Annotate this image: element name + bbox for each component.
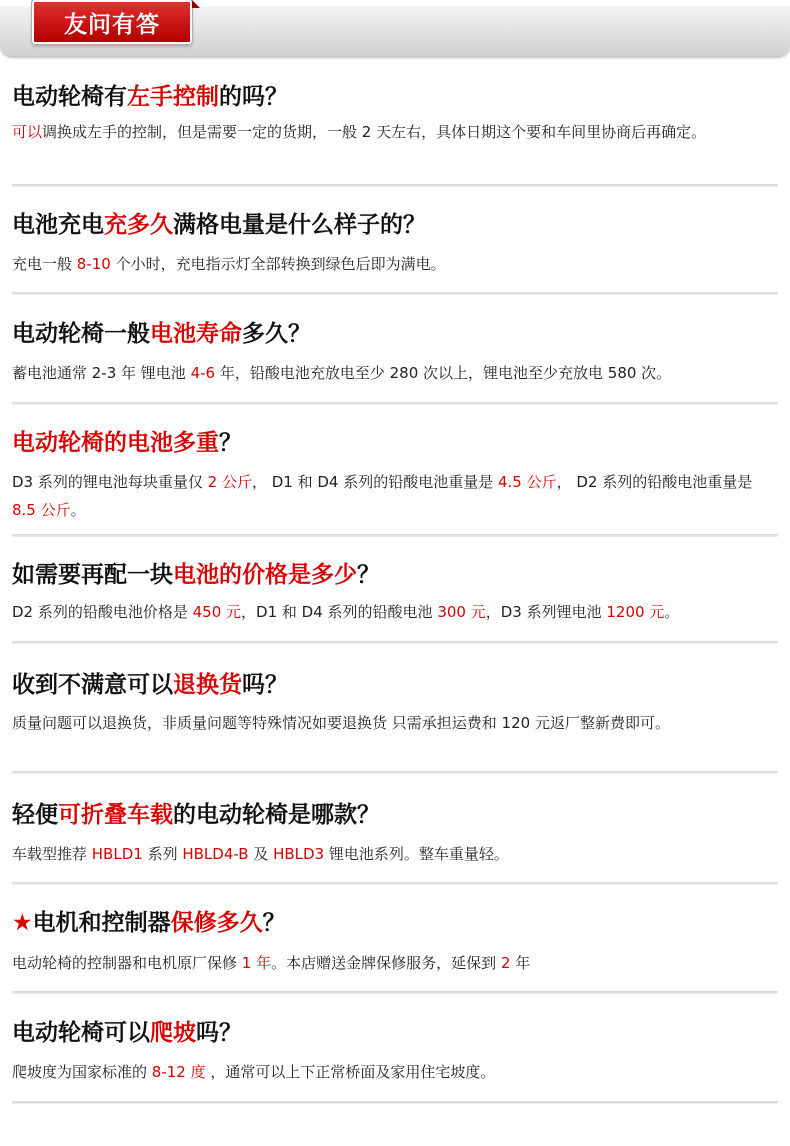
answer-text: ，D3 系列锂电池: [485, 603, 607, 621]
faq-question: [12, 908, 286, 938]
question-text: 电动轮椅有: [12, 84, 127, 110]
answer-highlight: 2 公斤: [207, 473, 252, 491]
question-text: 电动轮椅可以: [12, 1020, 150, 1046]
answer-highlight: 4-6: [190, 364, 216, 382]
answer-text: 电动轮椅的控制器和电机原厂保修: [12, 954, 242, 972]
answer-highlight: 1 年: [241, 954, 272, 972]
faq-divider: [12, 641, 778, 644]
answer-text: 年，铅酸电池充放电至少 280 次以上，锂电池至少充放电 580 次。: [215, 364, 672, 382]
answer-text: 系列: [142, 845, 183, 863]
question-text: ？: [262, 910, 286, 936]
faq-question: [12, 670, 288, 700]
faq-divider: [12, 1101, 778, 1104]
answer-highlight: HBLD4-B: [182, 845, 249, 863]
answer-highlight: HBLD3: [273, 845, 325, 863]
answer-text: D3 系列的锂电池每块重量仅: [12, 473, 208, 491]
answer-text: 爬坡度为国家标准的: [12, 1063, 152, 1081]
faq-question: [12, 210, 426, 240]
answer-highlight: 8-10: [76, 255, 111, 273]
faq-answer: [12, 118, 780, 146]
star-icon: ★: [12, 910, 33, 936]
faq-divider: [12, 184, 778, 187]
answer-text: 年: [510, 954, 531, 972]
question-highlight: 电池寿命: [150, 321, 242, 347]
faq-answer: [12, 1058, 780, 1086]
answer-highlight: 1200 元: [606, 603, 665, 621]
question-text: 满格电量是什么样子的？: [173, 212, 426, 238]
faq-answer: [12, 840, 780, 868]
answer-text: 车载型推荐: [12, 845, 92, 863]
answer-highlight: HBLD1: [91, 845, 143, 863]
answer-highlight: 8.5 公斤: [12, 501, 71, 519]
header-tab-fold: [192, 0, 200, 8]
answer-text: ， D2 系列的铅酸电池重量是: [556, 473, 753, 491]
header-title: 友问有答: [32, 0, 192, 44]
answer-highlight: 450 元: [192, 603, 242, 621]
question-highlight: 左手控制: [127, 84, 219, 110]
question-highlight: 充多久: [104, 212, 173, 238]
faq-answer: [12, 598, 780, 626]
question-text: 电池充电: [12, 212, 104, 238]
question-highlight: 可折叠车载: [58, 802, 173, 828]
faq-divider: [12, 882, 778, 885]
faq-answer: [12, 468, 780, 524]
faq-answer: [12, 359, 780, 387]
question-text: 电动轮椅一般: [12, 321, 150, 347]
question-text: 如需要再配一块: [12, 562, 173, 588]
question-text: 的电动轮椅是哪款？: [173, 802, 380, 828]
page-header: [0, 0, 790, 64]
answer-text: 。: [70, 501, 86, 519]
faq-answer: [12, 250, 780, 278]
question-highlight: 电池的价格是多少: [173, 562, 357, 588]
answer-text: 调换成左手的控制，但是需要一定的货期，一般 2 天左右，具体日期这个要和车间里协商后再确定。: [42, 123, 707, 141]
question-text: ？: [357, 562, 380, 588]
question-text: 吗？: [196, 1020, 242, 1046]
question-text: ？: [219, 430, 242, 456]
answer-text: 。: [664, 603, 680, 621]
answer-text: ，D1 和 D4 系列的铅酸电池: [241, 603, 438, 621]
answer-highlight: 2: [500, 954, 511, 972]
faq-divider: [12, 771, 778, 774]
faq-divider: [12, 991, 778, 994]
faq-question: [12, 560, 380, 590]
question-text: 的吗？: [219, 84, 288, 110]
question-text: 电机和控制器: [32, 910, 171, 936]
answer-text: 质量问题可以退换货，非质量问题等特殊情况如要退换货 只需承担运费和 120 元返厂整新费即可。: [12, 714, 670, 732]
answer-highlight: 8-12 度: [151, 1063, 206, 1081]
answer-text: 及: [248, 845, 274, 863]
faq-divider: [12, 402, 778, 405]
answer-text: 。本店赠送金牌保修服务，延保到: [271, 954, 501, 972]
faq-question: [12, 319, 311, 349]
answer-highlight: 可以: [12, 123, 43, 141]
question-text: 轻便: [12, 802, 58, 828]
answer-text: ，通常可以上下正常桥面及家用住宅坡度。: [205, 1063, 496, 1081]
faq-answer: [12, 949, 780, 977]
question-highlight: 退换货: [173, 672, 242, 698]
faq-question: [12, 1018, 242, 1048]
faq-question: [12, 82, 288, 112]
question-text: 吗？: [242, 672, 288, 698]
question-text: 多久？: [242, 321, 311, 347]
faq-question: [12, 800, 380, 830]
question-highlight: 保修多久: [170, 910, 263, 936]
faq-question: [12, 428, 242, 458]
question-text: 收到不满意可以: [12, 672, 173, 698]
answer-highlight: 4.5 公斤: [497, 473, 557, 491]
answer-text: 充电一般: [12, 255, 77, 273]
question-highlight: 电动轮椅的电池多重: [12, 430, 219, 456]
answer-text: 锂电池系列。整车重量轻。: [324, 845, 509, 863]
answer-text: 蓄电池通常 2-3 年 锂电池: [12, 364, 191, 382]
faq-divider: [12, 292, 778, 295]
answer-text: D2 系列的铅酸电池价格是: [12, 603, 193, 621]
faq-divider: [12, 534, 778, 537]
answer-highlight: 300 元: [437, 603, 486, 621]
answer-text: 个小时，充电指示灯全部转换到绿色后即为满电。: [110, 255, 446, 273]
answer-text: ， D1 和 D4 系列的铅酸电池重量是: [251, 473, 498, 491]
question-highlight: 爬坡: [150, 1020, 196, 1046]
faq-answer: [12, 709, 780, 737]
